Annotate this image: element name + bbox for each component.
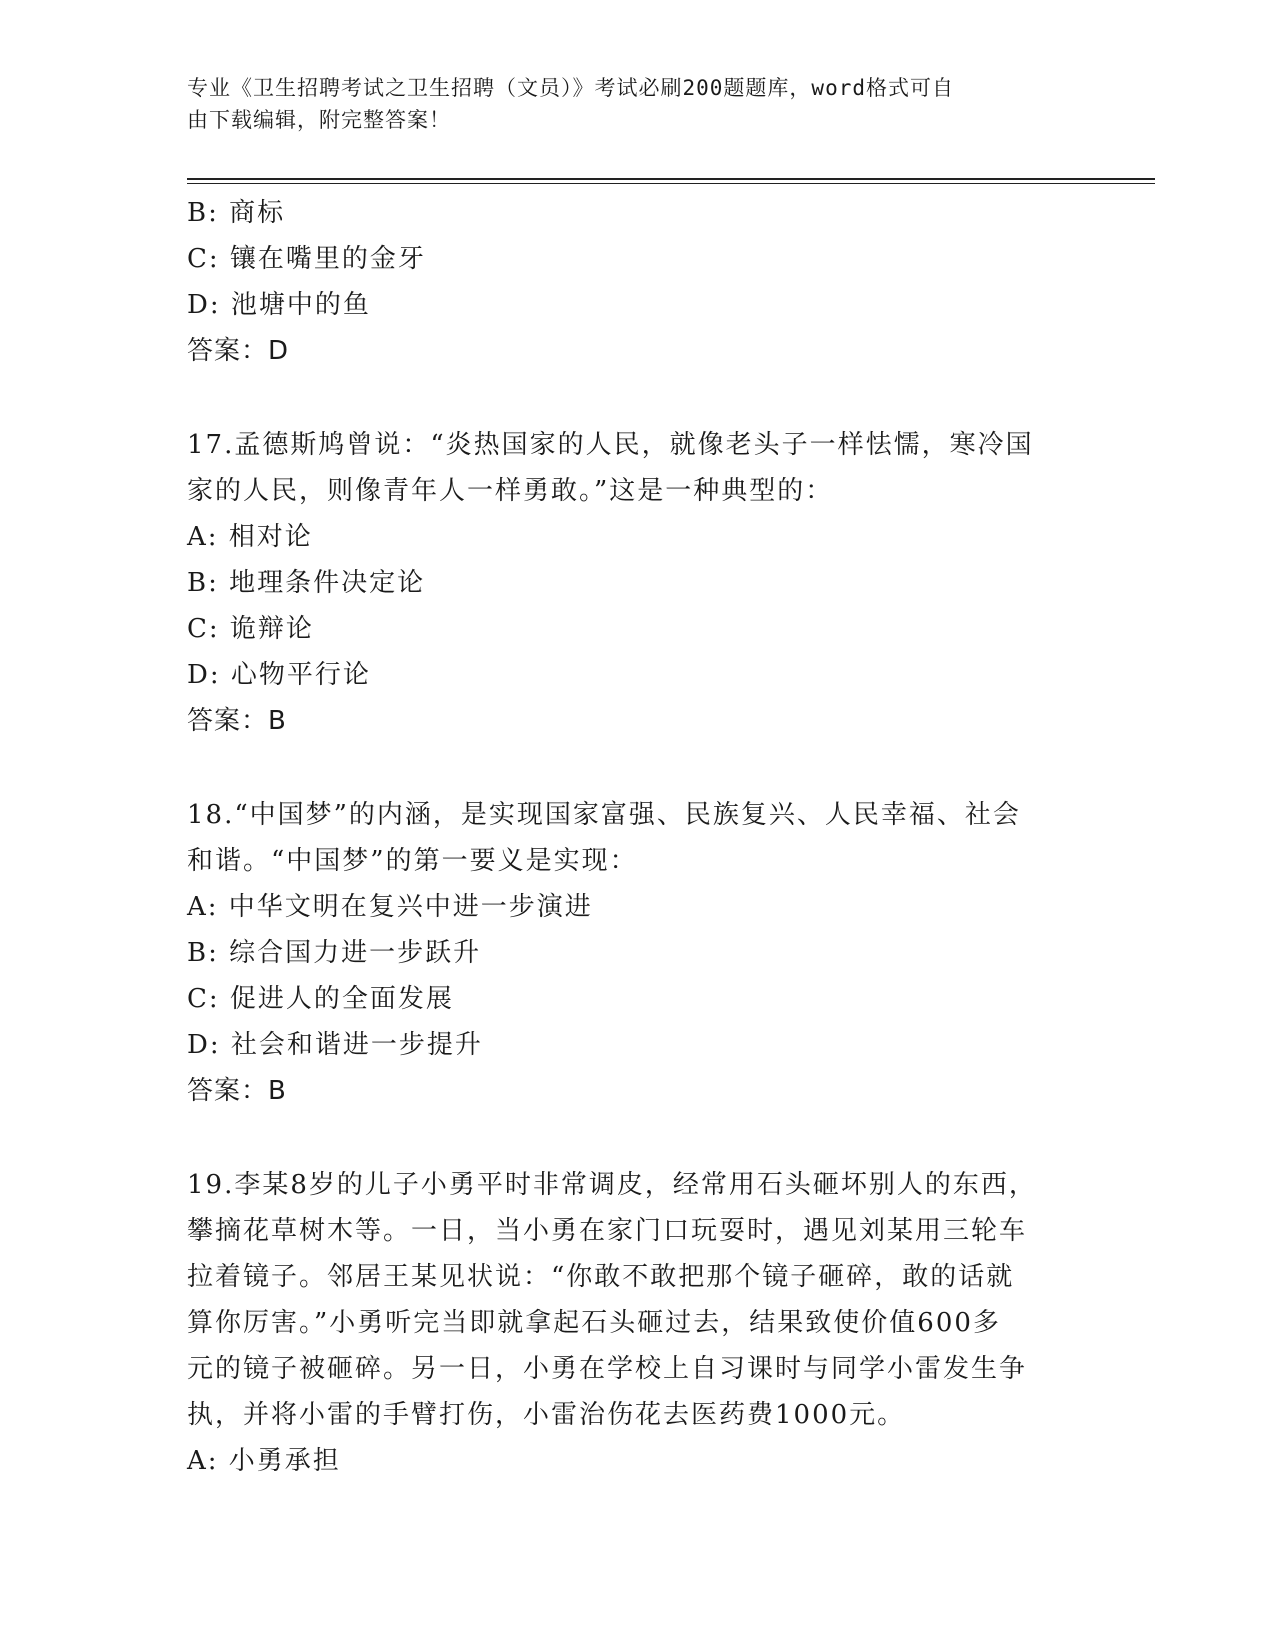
question-body (187, 190, 1067, 1484)
question-stem: 和谐。“中国梦”的第一要义是实现： (187, 846, 638, 876)
option-d: D: 社会和谐进一步提升 (187, 1030, 483, 1060)
spacer (187, 1114, 1067, 1162)
question-stem: 算你厉害。”小勇听完当即就拿起石头砸过去，结果致使价值600多 (187, 1308, 1001, 1338)
document-header (187, 72, 1067, 136)
option-a: A: 小勇承担 (187, 1446, 341, 1476)
question-stem: 17.孟德斯鸠曾说：“炎热国家的人民，就像老头子一样怯懦，寒冷国 (187, 430, 1034, 460)
question-stem: 18.“中国梦”的内涵，是实现国家富强、民族复兴、人民幸福、社会 (187, 800, 1021, 830)
header-divider-thick (187, 178, 1155, 180)
option-b: B: 商标 (187, 198, 286, 228)
question-19 (187, 1162, 1067, 1484)
option-b: B: 综合国力进一步跃升 (187, 938, 482, 968)
question-stem: 攀摘花草树木等。一日，当小勇在家门口玩耍时，遇见刘某用三轮车 (187, 1216, 1028, 1246)
option-c: C: 镶在嘴里的金牙 (187, 244, 426, 274)
question-stem: 元的镜子被砸碎。另一日，小勇在学校上自习课时与同学小雷发生争 (187, 1354, 1028, 1384)
spacer (187, 374, 1067, 422)
option-c: C: 促进人的全面发展 (187, 984, 454, 1014)
answer-line: 答案：B (187, 1076, 287, 1106)
option-a: A: 中华文明在复兴中进一步演进 (187, 892, 593, 922)
answer-line: 答案：D (187, 336, 290, 366)
question-stem: 执，并将小雷的手臂打伤，小雷治伤花去医药费1000元。 (187, 1400, 906, 1430)
question-stem: 家的人民，则像青年人一样勇敢。”这是一种典型的： (187, 476, 834, 506)
header-line-1: 专业《卫生招聘考试之卫生招聘（文员）》考试必刷200题题库，word格式可自 (187, 76, 954, 100)
question-18 (187, 792, 1067, 1114)
option-c: C: 诡辩论 (187, 614, 314, 644)
question-stem: 拉着镜子。邻居王某见状说：“你敢不敢把那个镜子砸碎，敢的话就 (187, 1262, 1015, 1292)
header-line-2: 由下载编辑，附完整答案！ (187, 108, 451, 132)
question-16 (187, 190, 1067, 374)
option-b: B: 地理条件决定论 (187, 568, 426, 598)
option-d: D: 心物平行论 (187, 660, 371, 690)
answer-line: 答案：B (187, 706, 287, 736)
question-17 (187, 422, 1067, 744)
option-d: D: 池塘中的鱼 (187, 290, 371, 320)
header-divider-thin (187, 183, 1155, 184)
option-a: A: 相对论 (187, 522, 313, 552)
spacer (187, 744, 1067, 792)
question-stem: 19.李某8岁的儿子小勇平时非常调皮，经常用石头砸坏别人的东西， (187, 1170, 1037, 1200)
